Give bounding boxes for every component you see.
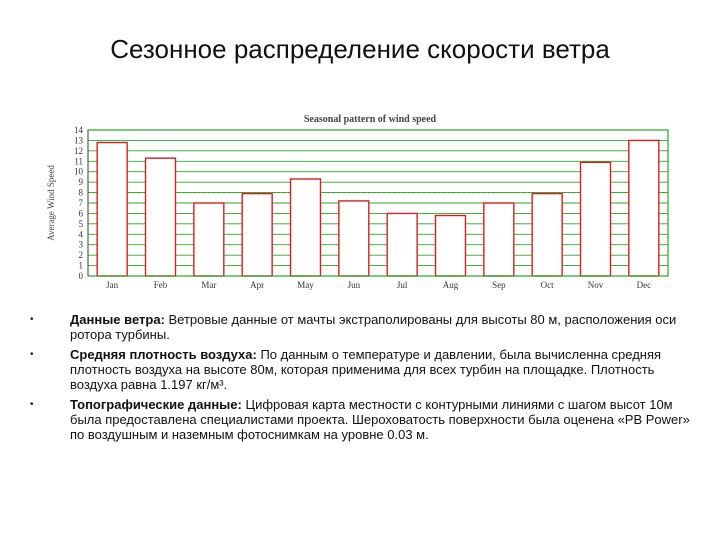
wind-speed-chart [40,104,680,304]
y-tick-label: 8 [78,187,83,198]
bar [194,203,224,276]
x-tick-label: Oct [540,280,554,290]
y-tick-label: 13 [74,135,83,146]
x-tick-label: Jun [347,280,361,290]
bullet-wind-data [30,312,690,342]
chart-svg [40,104,680,304]
y-tick-label: 9 [78,177,83,188]
y-tick-label: 14 [74,125,83,135]
bullet-text: Ветровые данные от мачты экстраполированы для высоты 80 м, расположения оси ротора турбины. [70,312,677,342]
x-tick-label: May [297,280,314,290]
bullet-text: Цифровая карта местности с контурными линиями с шагом высот 10м была предоставлена специалистами проекта. Шероховатость поверхности была оценена «PB Power» по воздушным и наземным фотоснимкам на уровне 0.03 м. [70,397,690,442]
y-tick-label: 1 [78,260,83,271]
bullet-air-density [30,347,690,392]
y-tick-label: 0 [78,271,83,281]
bullet-label: Средняя плотность воздуха: [70,347,257,362]
bullet-list [30,312,690,447]
bar [484,203,514,276]
x-tick-label: Sep [492,280,506,290]
bar [629,140,659,276]
y-tick-label: 7 [78,198,83,208]
y-axis-label: Average Wind Speed [46,165,56,241]
x-tick-label: Apr [250,280,265,290]
x-tick-label: Mar [201,280,217,290]
bars-layer [97,140,659,276]
x-tick-label: Nov [587,280,604,290]
x-tick-label: Jan [106,280,119,290]
y-tick-label: 11 [74,156,83,167]
bar [581,162,611,276]
chart-title: Seasonal pattern of wind speed [303,114,437,125]
bar [291,179,321,276]
y-tick-label: 5 [78,218,83,229]
bullet-label: Топографические данные: [70,397,242,412]
bullet-topography [30,397,690,442]
bar [436,216,466,276]
bar [532,194,562,276]
x-tick-label: Aug [442,280,459,290]
x-tick-label: Dec [636,280,652,290]
x-tick-label: Feb [153,280,168,290]
y-tick-label: 10 [74,166,83,177]
bullet-text: По данным о температуре и давлении, была вычисленна средняя плотность воздуха на высоте 80м, которая применима для всех турбин на площадке. Плотность воздуха равна 1.197 кг/м³. [70,347,662,392]
bar [146,158,176,276]
x-tick-label: Jul [396,280,408,290]
bar [339,201,369,276]
bullet-label: Данные ветра: [70,312,165,327]
bar [97,143,127,276]
y-tick-label: 4 [78,229,83,240]
slide-title: Сезонное распределение скорости ветра [110,34,610,64]
bar [242,194,272,276]
y-tick-label: 2 [78,250,83,261]
y-tick-label: 3 [78,239,83,250]
bar [387,213,417,276]
y-tick-label: 6 [78,208,83,219]
y-tick-label: 12 [74,145,83,156]
